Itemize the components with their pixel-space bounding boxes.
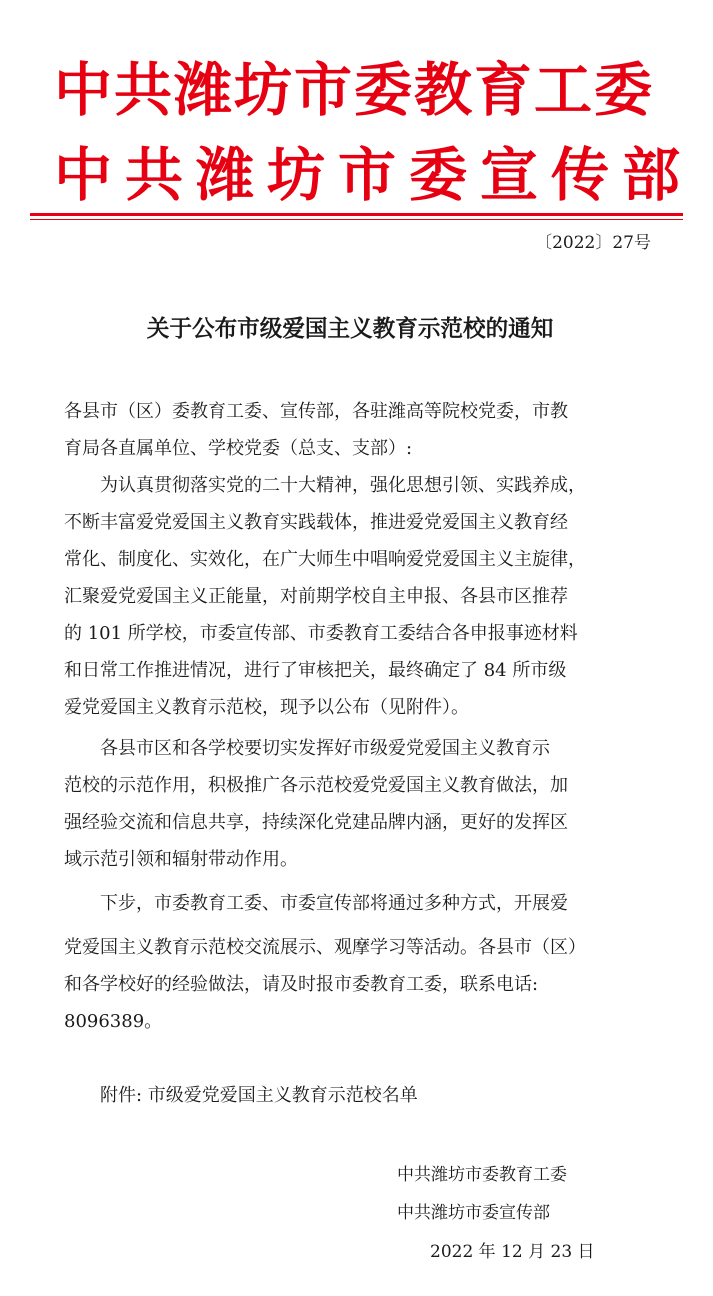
body-line: 各县市区和各学校要切实发挥好市级爱党爱国主义教育示: [64, 738, 550, 759]
body-line: 不断丰富爱党爱国主义教育实践载体，推进爱党爱国主义教育经: [64, 512, 568, 533]
body-line: 和日常工作推进情况，进行了审核把关，最终确定了 84 所市级: [64, 660, 567, 681]
body-line: 常化、制度化、实效化，在广大师生中唱响爱党爱国主义主旋律，: [64, 549, 586, 570]
body-line: 8096389。: [64, 1011, 163, 1032]
body-line: 汇聚爱党爱国主义正能量，对前期学校自主申报、各县市区推荐: [64, 586, 568, 607]
signature-date: 2022 年 12 月 23 日: [430, 1242, 595, 1262]
body-line: 和各学校好的经验做法，请及时报市委教育工委，联系电话:: [64, 974, 539, 995]
document-title: 关于公布市级爱国主义教育示范校的通知: [146, 315, 554, 342]
body-line: 为认真贯彻落实党的二十大精神，强化思想引领、实践养成，: [64, 475, 586, 496]
body-line: 强经验交流和信息共享，持续深化党建品牌内涵，更好的发挥区: [64, 812, 568, 833]
issuer-title-propaganda-department: 中共潍坊市委宣传部: [54, 141, 694, 209]
signature-org-education-committee: 中共潍坊市委教育工委: [397, 1165, 567, 1185]
signature-org-propaganda-department: 中共潍坊市委宣传部: [397, 1203, 550, 1223]
body-line: 的 101 所学校，市委宣传部、市委教育工委结合各申报事迹材料: [64, 623, 578, 644]
header-divider-thick: [30, 213, 683, 216]
header-divider-thin: [30, 219, 683, 220]
body-line: 爱党爱国主义教育示范校，现予以公布（见附件）。: [64, 697, 469, 718]
attachment-line: 附件: 市级爱党爱国主义教育示范校名单: [100, 1085, 418, 1106]
body-line: 下步，市委教育工委、市委宣传部将通过多种方式，开展爱: [64, 893, 568, 914]
body-line: 党爱国主义教育示范校交流展示、观摩学习等活动。各县市（区）: [64, 937, 586, 958]
body-line: 范校的示范作用，积极推广各示范校爱党爱国主义教育做法，加: [64, 775, 568, 796]
document-number: 〔2022〕27号: [535, 233, 651, 253]
issuer-title-education-committee: 中共潍坊市委教育工委: [54, 56, 655, 124]
body-line: 域示范引领和辐射带动作用。: [64, 849, 298, 870]
body-line: 各县市（区）委教育工委、宣传部，各驻潍高等院校党委，市教: [64, 401, 568, 422]
body-line: 育局各直属单位、学校党委（总支、支部）:: [64, 438, 413, 459]
